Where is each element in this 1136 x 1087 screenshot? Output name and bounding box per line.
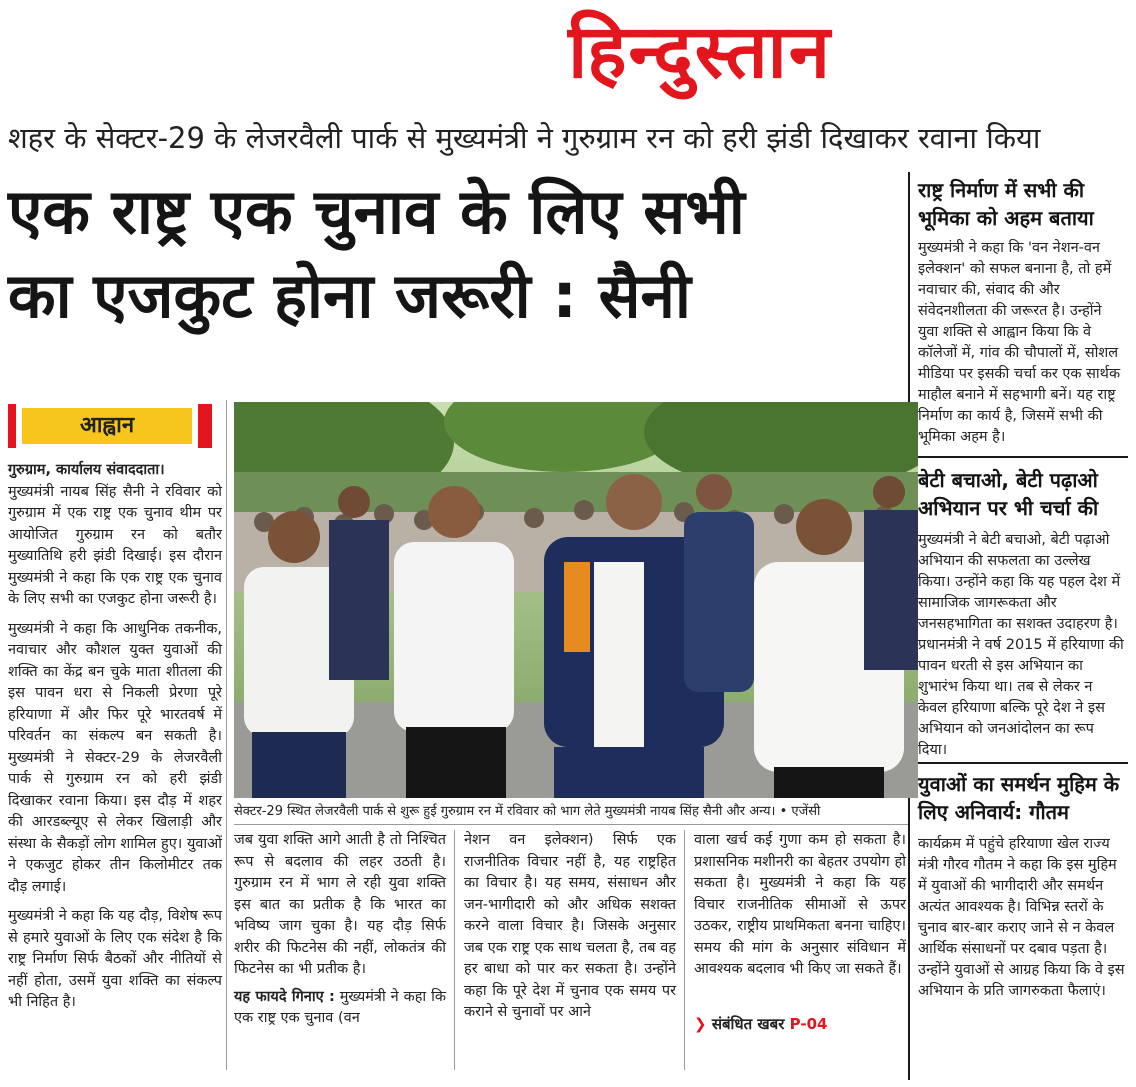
- headline: [8, 170, 908, 338]
- col2-subhead: यह फायदे गिनाए :: [234, 988, 335, 1005]
- section-tag: [8, 404, 208, 448]
- photo-caption: सेक्टर-29 स्थित लेजरवैली पार्क से शुरू हुई गुरुग्राम रन में रविवार को भाग लेते मुख्यमंत्री नायब सिंह सैनी और अन्य। • एजेंसी: [234, 804, 821, 819]
- chevron-right-icon: ❯: [694, 1015, 707, 1033]
- caption-rule: [234, 824, 908, 825]
- related-news-page: P-04: [789, 1015, 828, 1033]
- section-tag-label: आह्वान: [79, 413, 135, 438]
- col3-paragraph-1: नेशन वन इलेक्शन) सिर्फ एक राजनीतिक विचार नहीं है, यह राष्ट्रहित का विचार है। यह समय, संसाधन और जन-भागीदारी को और अधिक सशक्त करने वाला विचार है। जिसके अनुसार जब एक राष्ट्र एक साथ चलता है, तब वह हर बाधा को पार कर सकता है। उन्होंने कहा कि पूरे देश में चुनाव एक समय पर कराने से चुनावों पर आने: [464, 832, 676, 1020]
- headline-line-2: का एजकुट होना जरूरी : सैनी: [8, 259, 691, 332]
- photo-illustration: [234, 402, 918, 798]
- sidebar-story-1: [918, 176, 1126, 448]
- sidebar-story-3: [918, 770, 1126, 1002]
- col1-paragraph-3: मुख्यमंत्री ने कहा कि यह दौड़, विशेष रूप से हमारे युवाओं के लिए एक संदेश है कि राष्ट्र निर्माण सिर्फ बैठकों और नीतियों से नहीं होता, उसमें युवा शक्ति का संकल्प भी निहित है।: [8, 908, 222, 1010]
- article-column-1: [8, 460, 222, 1014]
- sidebar-story-2-title: बेटी बचाओ, बेटी पढ़ाओ अभियान पर भी चर्चा की: [918, 468, 1099, 520]
- sidebar-story-1-title: राष्ट्र निर्माण में सभी की भूमिका को अहम बताया: [918, 178, 1094, 230]
- related-news-link[interactable]: [694, 1014, 827, 1034]
- sidebar-story-2: [918, 466, 1126, 761]
- col2-paragraph-1: जब युवा शक्ति आगे आती है तो निश्चित रूप से बदलाव की लहर उठती है। गुरुग्राम रन में भाग ले रही युवा शक्ति इस बात का प्रतीक है कि भारत का भविष्य जाग चुका है। यह दौड़ सिर्फ शरीर की फिटनेस की नहीं, लोकतंत्र की फिटनेस का भी प्रतीक है।: [234, 832, 446, 977]
- col2-paragraph-2: मुख्यमंत्री ने कहा कि एक राष्ट्र एक चुनाव (वन: [234, 988, 446, 1026]
- col1-paragraph-2: मुख्यमंत्री ने कहा कि आधुनिक तकनीक, नवाचार और कौशल युक्त युवाओं की शक्ति का केंद्र बन चुके माता शीतला की इस पावन धरा से निकली प्रेरणा पूरे हरियाणा में और फिर पूरे भारतवर्ष में परिवर्तन का संकल्प बन सकती है। मुख्यमंत्री ने सेक्टर-29 के लेजरवैली पार्क से गुरुग्राम रन को हरी झंडी दिखाकर रवाना किया। इस दौड़ में शहर की आरडब्ल्यूए से लेकर खिलाड़ी और संस्था के सैकड़ों लोग शामिल हुए। युवाओं ने एकजुट होकर तीन किलोमीटर तक दौड़ लगाई।: [8, 620, 222, 895]
- sidebar-story-3-title: युवाओं का समर्थन मुहिम के लिए अनिवार्य: गौतम: [918, 772, 1120, 824]
- sidebar-story-2-text: मुख्यमंत्री ने बेटी बचाओ, बेटी पढ़ाओ अभियान की सफलता का उल्लेख किया। उन्होंने कहा कि यह पहल देश में सामाजिक जागरूकता और जनसहभागिता का सशक्त उदाहरण है। प्रधानमंत्री ने वर्ष 2015 में हरियाणा की पावन धरती से इस अभियान का शुभारंभ किया था। तब से लेकर न केवल हरियाणा बल्कि पूरे देश ने इस अभियान को जनआंदोलन का रूप दिया।: [918, 532, 1124, 758]
- column-rule-2: [454, 830, 455, 1070]
- sidebar-divider-2: [918, 762, 1128, 764]
- column-rule-1: [226, 400, 227, 1070]
- kicker: शहर के सेक्टर-29 के लेजरवैली पार्क से मुख्यमंत्री ने गुरुग्राम रन को हरी झंडी दिखाकर रवाना किया: [8, 121, 1041, 155]
- article-column-2: [234, 830, 446, 1030]
- col4-paragraph-1: वाला खर्च कई गुणा कम हो सकता है। प्रशासनिक मशीनरी का बेहतर उपयोग हो सकता है। मुख्यमंत्री ने कहा कि यह विचार राजनीतिक सीमाओं से ऊपर उठकर, राष्ट्रीय प्राथमिकता बनना चाहिए। समय की मांग के अनुसार संविधान में आवश्यक बदलाव भी किए जा सकते हैं।: [694, 832, 906, 977]
- sidebar-story-3-text: कार्यक्रम में पहुंचे हरियाणा खेल राज्य मंत्री गौरव गौतम ने कहा कि इस मुहिम में युवाओं की भागीदारी और समर्थन अत्यंत आवश्यक है। विभिन्न स्तरों के चुनाव बार-बार कराए जाने से न केवल आर्थिक संसाधनों पर दबाव पड़ता है। उन्होंने युवाओं से आग्रह किया कि वे इस अभियान के प्रति जागरुकता फैलाएं।: [918, 836, 1125, 999]
- sidebar-story-1-text: मुख्यमंत्री ने कहा कि 'वन नेशन-वन इलेक्शन' को सफल बनाना है, तो हमें नवाचार की, संवाद की और संवेदनशीलता की जरूरत है। उन्होंने युवा शक्ति से आह्वान किया कि वे कॉलेजों में, गांव की चौपालों में, सोशल मीडिया पर इसकी चर्चा कर एक सार्थक माहौल बनाने में सहभागी बनें। यह राष्ट्र निर्माण का कार्य है, जिसमें सभी की भूमिका अहम है।: [918, 240, 1121, 445]
- related-news-label: संबंधित खबर: [711, 1015, 785, 1033]
- sidebar-divider-1: [918, 456, 1128, 458]
- column-rule-3: [684, 830, 685, 1070]
- article-column-3: [464, 830, 676, 1024]
- article-column-4: [694, 830, 906, 981]
- news-photo: [234, 402, 918, 798]
- headline-line-1: एक राष्ट्र एक चुनाव के लिए सभी: [8, 175, 745, 248]
- masthead-logo: हिन्दुस्तान: [568, 9, 832, 95]
- byline: गुरुग्राम, कार्यालय संवाददाता।: [8, 462, 165, 478]
- col1-paragraph-1: मुख्यमंत्री नायब सिंह सैनी ने रविवार को गुरुग्राम में एक राष्ट्र एक चुनाव थीम पर आयोजित गुरुग्राम रन को बतौर मुख्यातिथि हरी झंडी दिखाई। इस दौरान मुख्यमंत्री ने कहा कि एक राष्ट्र एक चुनाव के लिए सभी का एजकुट होना जरूरी है।: [8, 483, 222, 607]
